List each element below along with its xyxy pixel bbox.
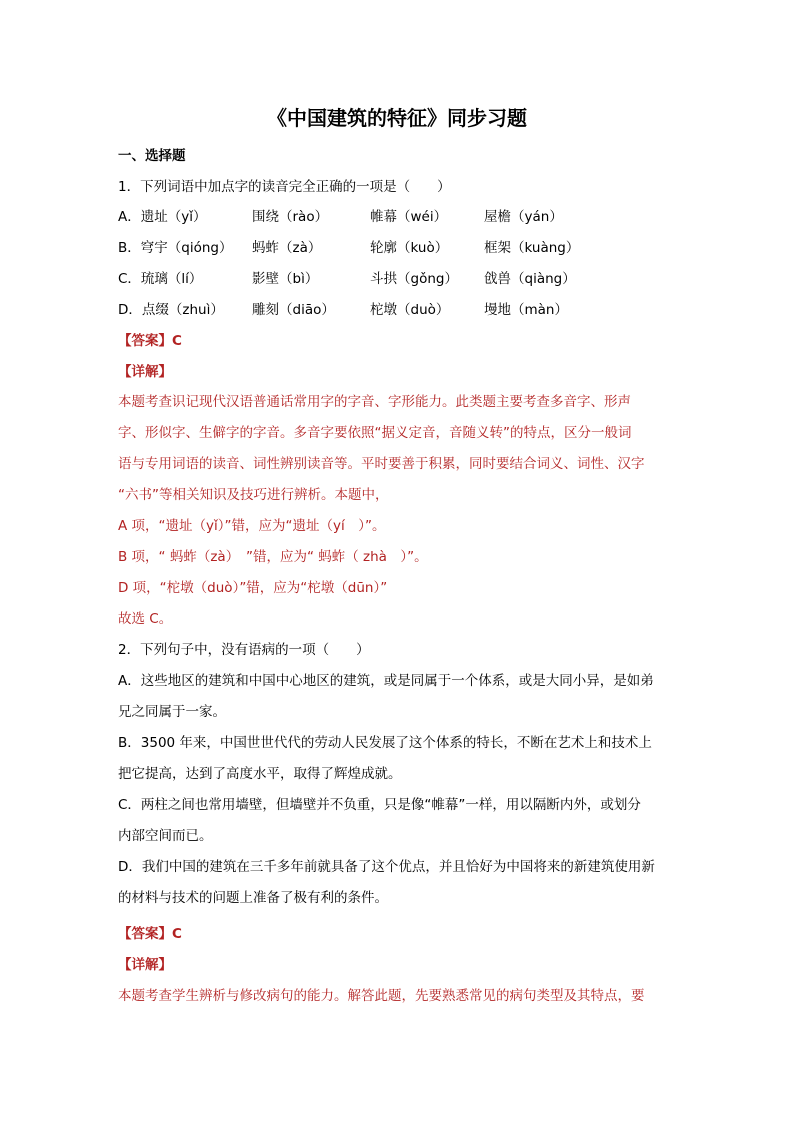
q1-option-c-3: 斗拱（gǒng）	[370, 271, 458, 287]
q1-option-a-2: 围绕（rào）	[252, 209, 329, 225]
q1-detail-label: 【详解】	[118, 364, 172, 380]
q1-explanation-line: “六书”等相关知识及技巧进行辨析。本题中，	[118, 487, 389, 503]
q1-option-a-4: 屋檐（yán）	[484, 209, 563, 225]
q2-option-line: 内部空间而已。	[118, 828, 213, 844]
q2-option-line: 的材料与技术的问题上准备了极有利的条件。	[118, 890, 388, 906]
q2-option-line: 兄之同属于一家。	[118, 704, 226, 720]
q2-explanation-line: 本题考查学生辨析与修改病句的能力。解答此题，先要熟悉常见的病句类型及其特点，要	[118, 988, 645, 1004]
q1-explanation-line: A 项，“遗址（yǐ）”错，应为“遗址（yí ）”。	[118, 518, 386, 534]
q1-explanation-line: B 项，“ 蚂蚱（zà） ”错，应为“ 蚂蚱（ zhà ）”。	[118, 549, 428, 565]
q1-option-b-2: 蚂蚱（zà）	[252, 240, 322, 256]
page-title: 《中国建筑的特征》同步习题	[267, 106, 527, 130]
q1-option-b-1: B．穹宇（qióng）	[118, 240, 233, 256]
q1-explanation-line: 本题考查识记现代汉语普通话常用字的字音、字形能力。此类题主要考查多音字、形声	[118, 394, 631, 410]
q2-option-line: C．两柱之间也常用墙壁，但墙壁并不负重，只是像“帷幕”一样，用以隔断内外，或划分	[118, 797, 641, 813]
q1-option-c-1: C．琉璃（lí）	[118, 271, 203, 287]
q1-explanation-line: 字、形似字、生僻字的字音。多音字要依照“据义定音，音随义转”的特点，区分一般词	[118, 425, 632, 441]
q1-explanation-line: D 项，“柁墩（duò）”错，应为“柁墩（dūn）”	[118, 580, 388, 596]
q1-stem: 1．下列词语中加点字的读音完全正确的一项是（ ）	[118, 179, 451, 195]
q2-stem: 2．下列句子中，没有语病的一项（ ）	[118, 642, 370, 658]
q1-option-d-2: 雕刻（diāo）	[252, 302, 335, 318]
q1-option-c-2: 影壁（bì）	[252, 271, 319, 287]
q1-option-a-3: 帷幕（wéi）	[370, 209, 448, 225]
q1-explanation-line: 语与专用词语的读音、词性辨别读音等。平时要善于积累，同时要结合词义、词性、汉字	[118, 456, 645, 472]
q1-option-b-4: 框架（kuàng）	[484, 240, 580, 256]
q2-option-line: D．我们中国的建筑在三千多年前就具备了这个优点，并且恰好为中国将来的新建筑使用新	[118, 859, 655, 875]
section-heading: 一、选择题	[118, 148, 186, 164]
q1-option-b-3: 轮廓（kuò）	[370, 240, 449, 256]
q2-option-line: A．这些地区的建筑和中国中心地区的建筑，或是同属于一个体系，或是大同小异，是如弟	[118, 673, 654, 689]
q1-explanation-line: 故选 C。	[118, 611, 173, 627]
q2-detail-label: 【详解】	[118, 957, 172, 973]
q1-option-d-1: D．点缀（zhuì）	[118, 302, 224, 318]
q1-answer: 【答案】C	[118, 333, 182, 349]
q1-option-a-1: A．遗址（yǐ）	[118, 209, 207, 225]
q1-option-c-4: 戗兽（qiàng）	[484, 271, 576, 287]
q2-option-line: 把它提高，达到了高度水平，取得了辉煌成就。	[118, 766, 402, 782]
q1-option-d-4: 墁地（màn）	[484, 302, 568, 318]
q2-answer: 【答案】C	[118, 926, 182, 942]
q1-option-d-3: 柁墩（duò）	[370, 302, 450, 318]
q2-option-line: B．3500 年来，中国世世代代的劳动人民发展了这个体系的特长，不断在艺术上和技术上	[118, 735, 652, 751]
